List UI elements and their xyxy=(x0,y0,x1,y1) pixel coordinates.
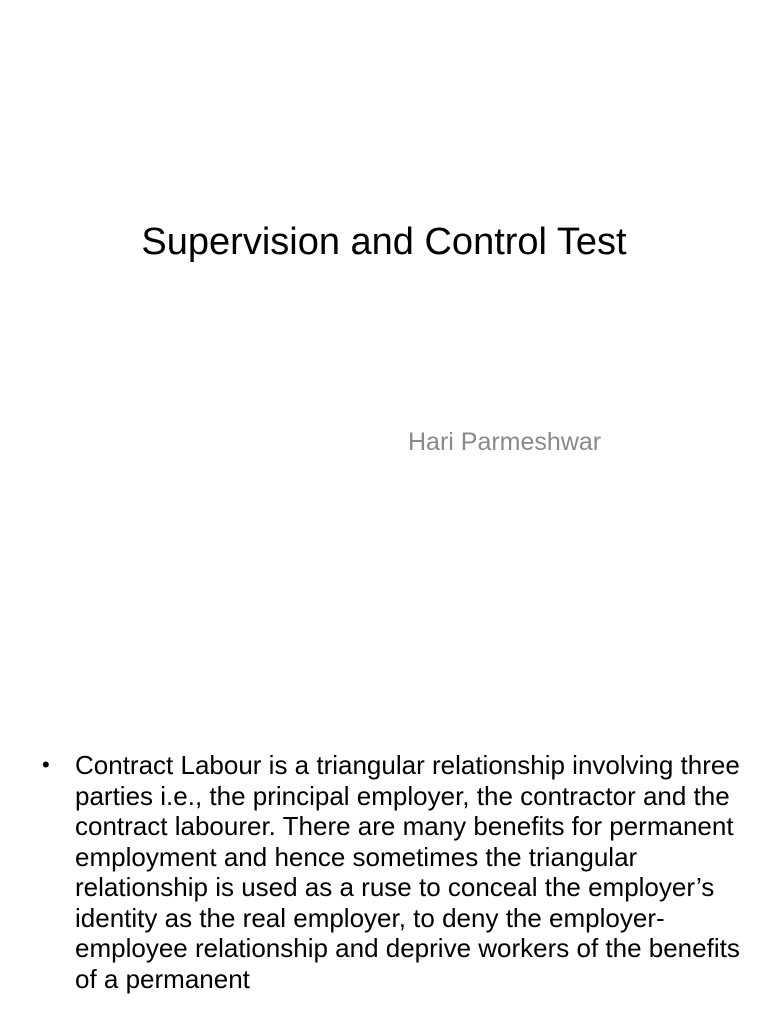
slide-title: Supervision and Control Test xyxy=(141,221,627,263)
bullet-list xyxy=(40,750,740,994)
bullet-text: Contract Labour is a triangular relationship involving three parties i.e., the principal employer, the contractor and the contract labourer. There are many benefits for permanent employment and hence sometimes the triangular relationship is used as a ruse to conceal the employer’s identity as the real employer, to deny the employer-employee relationship and deprive workers of the benefits of a permanent xyxy=(75,750,740,994)
bullet-dot-icon: • xyxy=(42,752,50,777)
slide-subtitle-author: Hari Parmeshwar xyxy=(408,428,602,456)
content-slide xyxy=(0,726,768,1024)
bullet-item xyxy=(40,750,740,994)
